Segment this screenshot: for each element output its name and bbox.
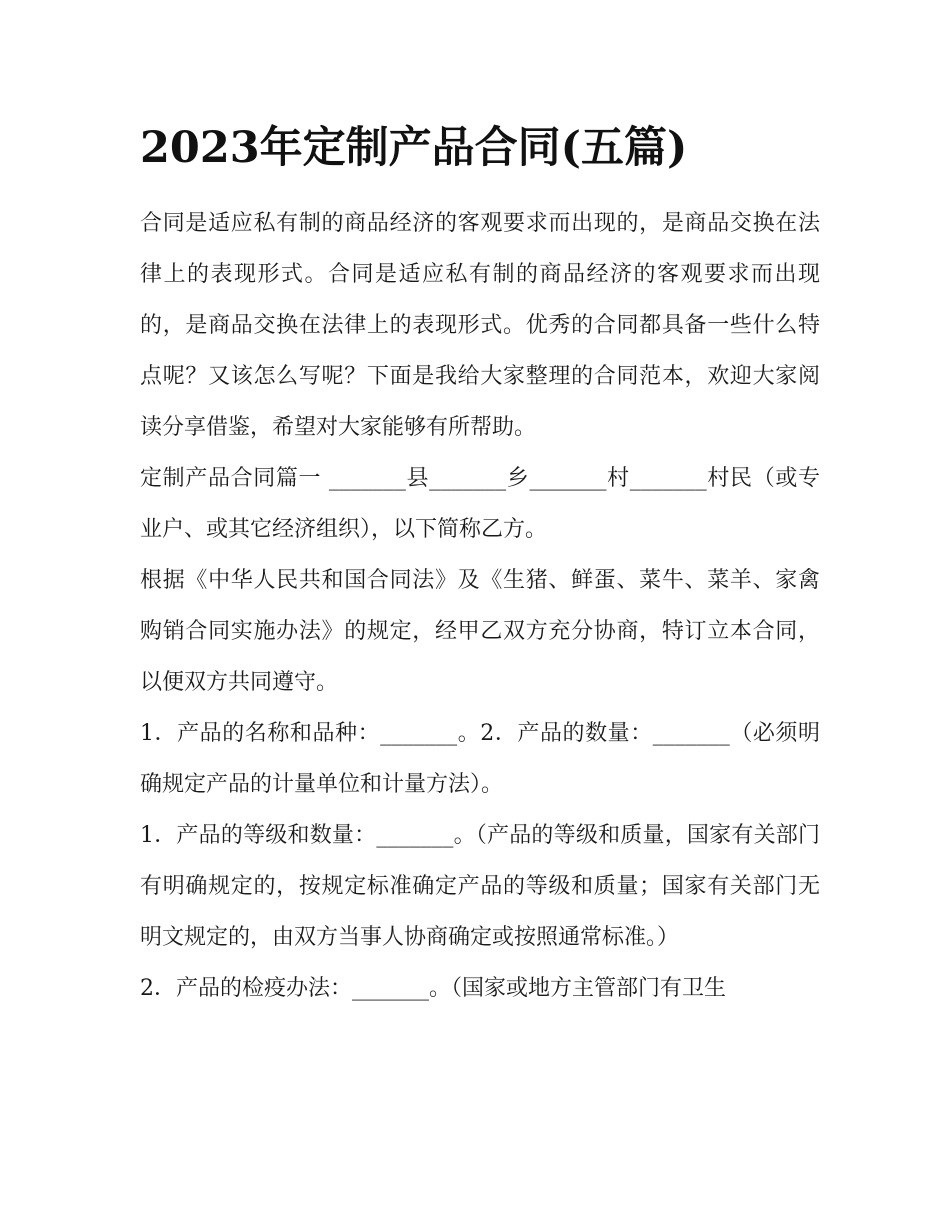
document-body (140, 198, 820, 1014)
paragraph-product-name-quantity: 1．产品的名称和品种：_______。2．产品的数量：_______（必须明确规定产品的计量单位和计量方法）。 (140, 721, 820, 797)
paragraph-party-b: 定制产品合同篇一 _______县_______乡_______村_______村民（或专业户、或其它经济组织），以下简称乙方。 (140, 466, 820, 542)
paragraph-legal-basis: 根据《中华人民共和国合同法》及《生猪、鲜蛋、菜牛、菜羊、家禽购销合同实施办法》的规定，经甲乙双方充分协商，特订立本合同，以便双方共同遵守。 (140, 568, 820, 695)
document-title: 2023年定制产品合同(五篇) (140, 123, 688, 173)
paragraph-intro: 合同是适应私有制的商品经济的客观要求而出现的，是商品交换在法律上的表现形式。合同是适应私有制的商品经济的客观要求而出现的，是商品交换在法律上的表现形式。优秀的合同都具备一些什么特点呢？又该怎么写呢？下面是我给大家整理的合同范本，欢迎大家阅读分享借鉴，希望对大家能够有所帮助。 (140, 211, 820, 440)
paragraph-product-grade: 1．产品的等级和数量：_______。（产品的等级和质量，国家有关部门有明确规定的，按规定标准确定产品的等级和质量；国家有关部门无明文规定的，由双方当事人协商确定或按照通常标准。） (140, 823, 820, 950)
paragraph-quarantine: 2．产品的检疫办法：_______。（国家或地方主管部门有卫生 (140, 976, 726, 1001)
